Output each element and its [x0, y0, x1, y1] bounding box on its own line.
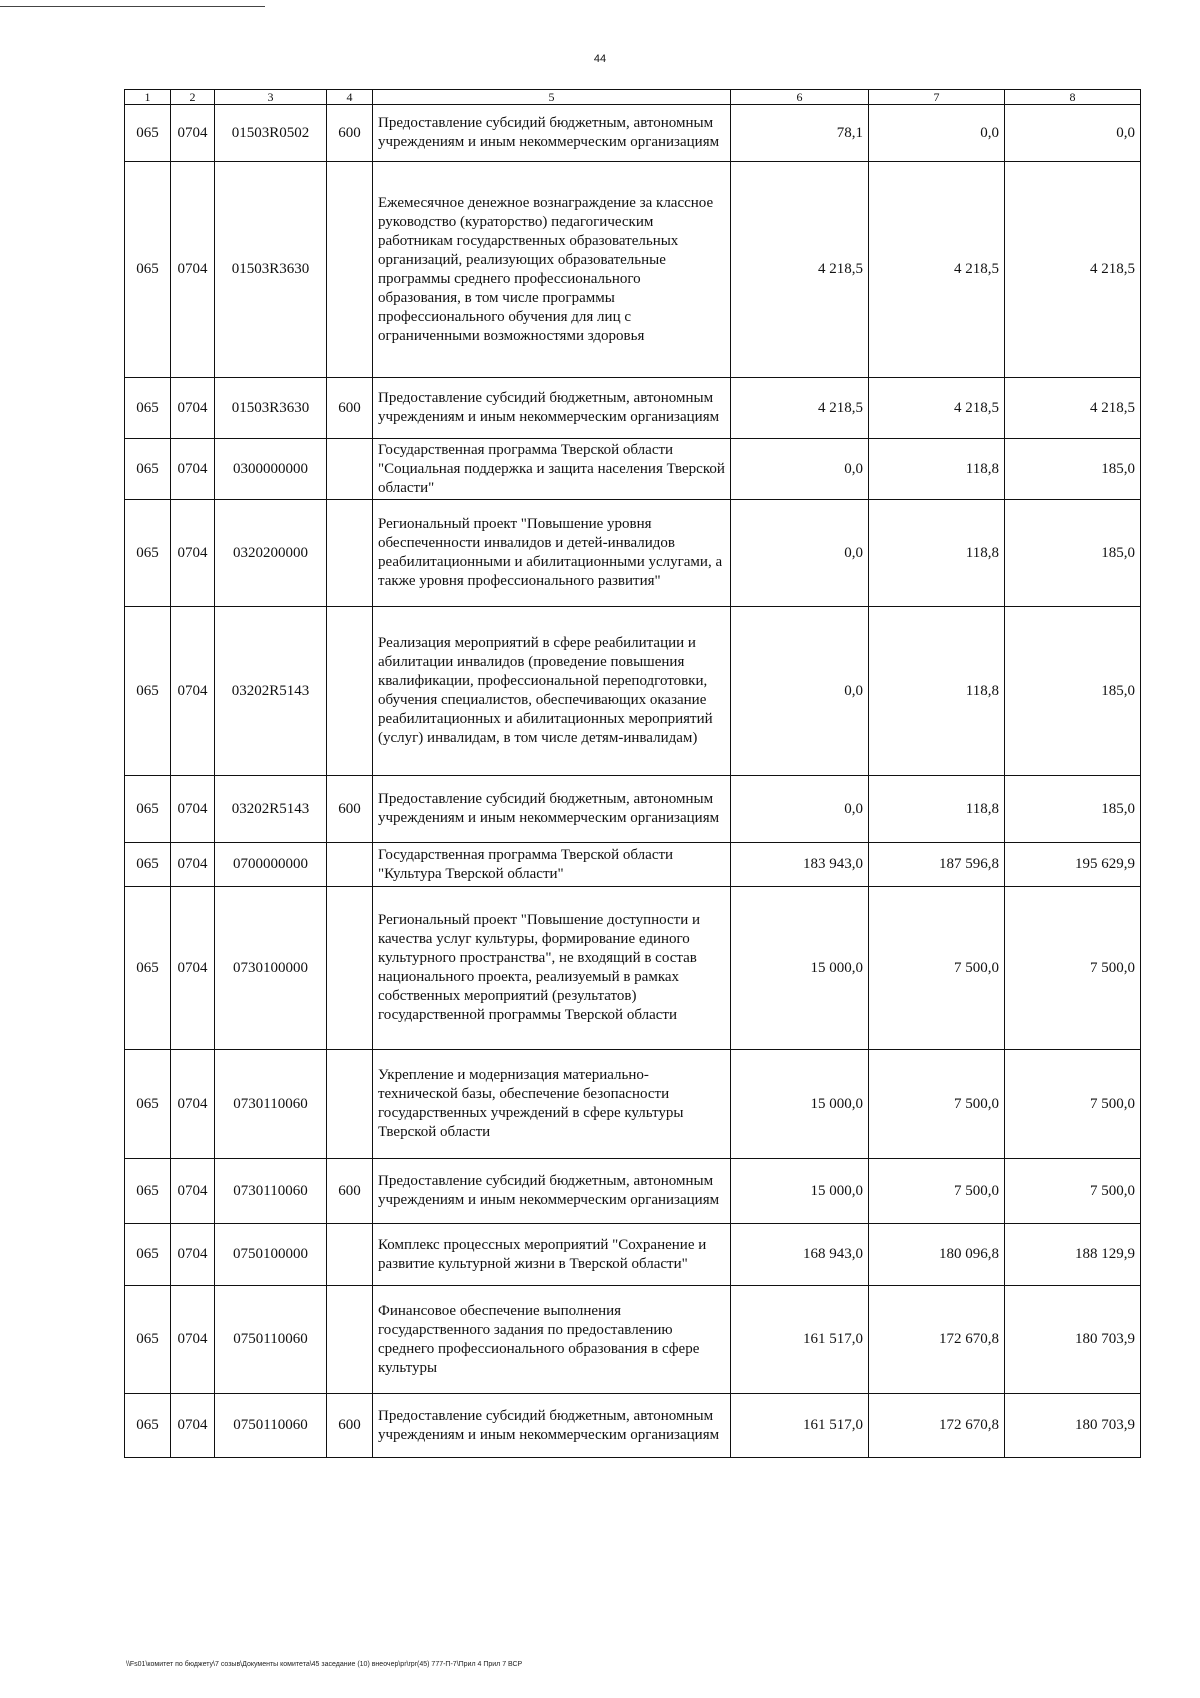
page-number: 44: [593, 53, 607, 65]
item-description: Предоставление субсидий бюджетным, автономным учреждениям и иным некоммерческим организациям: [373, 378, 731, 439]
item-description: Предоставление субсидий бюджетным, автономным учреждениям и иным некоммерческим организациям: [373, 776, 731, 843]
item-description: Государственная программа Тверской области "Культура Тверской области": [373, 843, 731, 887]
expense-type-code: 600: [327, 1394, 373, 1458]
section-code: 0704: [171, 1159, 215, 1224]
table-row: [125, 439, 1141, 500]
ministry-code: 065: [125, 1286, 171, 1394]
column-number-2: 2: [171, 90, 215, 105]
target-article-code: 0750110060: [215, 1394, 327, 1458]
target-article-code: 0750100000: [215, 1224, 327, 1286]
ministry-code: 065: [125, 776, 171, 843]
ministry-code: 065: [125, 1394, 171, 1458]
table-row: [125, 500, 1141, 607]
amount-col-6: 4 218,5: [731, 378, 869, 439]
table-row: [125, 1286, 1141, 1394]
table-row: [125, 776, 1141, 843]
amount-col-7: 4 218,5: [869, 378, 1005, 439]
table-row: [125, 607, 1141, 776]
amount-col-8: 180 703,9: [1005, 1286, 1141, 1394]
section-code: 0704: [171, 105, 215, 162]
amount-col-7: 172 670,8: [869, 1286, 1005, 1394]
amount-col-8: 0,0: [1005, 105, 1141, 162]
table-row: [125, 843, 1141, 887]
amount-col-8: 7 500,0: [1005, 887, 1141, 1050]
amount-col-6: 168 943,0: [731, 1224, 869, 1286]
amount-col-6: 0,0: [731, 500, 869, 607]
section-code: 0704: [171, 1224, 215, 1286]
ministry-code: 065: [125, 439, 171, 500]
amount-col-7: 180 096,8: [869, 1224, 1005, 1286]
expense-type-code: 600: [327, 105, 373, 162]
ministry-code: 065: [125, 500, 171, 607]
item-description: Ежемесячное денежное вознаграждение за классное руководство (кураторство) педагогическим работникам государственных образовательных организаций, реализующих образовательные программы среднего профессионального образования, в том числе программы профессионального обучения для лиц с ограниченными возможностями здоровья: [373, 162, 731, 378]
amount-col-6: 15 000,0: [731, 887, 869, 1050]
ministry-code: 065: [125, 1224, 171, 1286]
amount-col-7: 118,8: [869, 439, 1005, 500]
column-number-6: 6: [731, 90, 869, 105]
amount-col-8: 185,0: [1005, 500, 1141, 607]
amount-col-7: 7 500,0: [869, 1159, 1005, 1224]
amount-col-6: 183 943,0: [731, 843, 869, 887]
amount-col-8: 185,0: [1005, 776, 1141, 843]
item-description: Реализация мероприятий в сфере реабилитации и абилитации инвалидов (проведение повышения квалификации, профессиональной переподготовки, обучения специалистов, обеспечивающих оказание реабилитационных и абилитационных мероприятий (услуг) инвалидам, в том числе детям-инвалидам): [373, 607, 731, 776]
target-article-code: 03202R5143: [215, 776, 327, 843]
amount-col-7: 118,8: [869, 607, 1005, 776]
ministry-code: 065: [125, 887, 171, 1050]
expense-type-code: [327, 843, 373, 887]
file-path-footer: \\Fs01\комитет по бюджету\7 созыв\Документы комитета\45 заседание (10) внеочер\pr\rpr(45) 777-П-7\Прил 4 Прил 7 ВСР: [126, 1661, 523, 1668]
expense-type-code: [327, 439, 373, 500]
ministry-code: 065: [125, 105, 171, 162]
amount-col-8: 7 500,0: [1005, 1159, 1141, 1224]
section-code: 0704: [171, 843, 215, 887]
target-article-code: 01503R3630: [215, 378, 327, 439]
item-description: Комплекс процессных мероприятий "Сохранение и развитие культурной жизни в Тверской области": [373, 1224, 731, 1286]
section-code: 0704: [171, 1050, 215, 1159]
amount-col-6: 15 000,0: [731, 1050, 869, 1159]
expense-type-code: [327, 1286, 373, 1394]
amount-col-7: 7 500,0: [869, 887, 1005, 1050]
amount-col-6: 15 000,0: [731, 1159, 869, 1224]
expense-type-code: 600: [327, 378, 373, 439]
amount-col-7: 0,0: [869, 105, 1005, 162]
expense-type-code: 600: [327, 776, 373, 843]
amount-col-8: 185,0: [1005, 439, 1141, 500]
expense-type-code: [327, 500, 373, 607]
amount-col-8: 195 629,9: [1005, 843, 1141, 887]
amount-col-6: 78,1: [731, 105, 869, 162]
expense-type-code: [327, 162, 373, 378]
amount-col-8: 180 703,9: [1005, 1394, 1141, 1458]
column-number-5: 5: [373, 90, 731, 105]
section-code: 0704: [171, 500, 215, 607]
budget-table: [124, 89, 1141, 1458]
section-code: 0704: [171, 378, 215, 439]
target-article-code: 0300000000: [215, 439, 327, 500]
amount-col-8: 188 129,9: [1005, 1224, 1141, 1286]
expense-type-code: 600: [327, 1159, 373, 1224]
amount-col-8: 4 218,5: [1005, 378, 1141, 439]
item-description: Предоставление субсидий бюджетным, автономным учреждениям и иным некоммерческим организациям: [373, 1159, 731, 1224]
table-row: [125, 1159, 1141, 1224]
amount-col-7: 7 500,0: [869, 1050, 1005, 1159]
amount-col-6: 4 218,5: [731, 162, 869, 378]
section-code: 0704: [171, 776, 215, 843]
target-article-code: 03202R5143: [215, 607, 327, 776]
target-article-code: 0750110060: [215, 1286, 327, 1394]
amount-col-8: 7 500,0: [1005, 1050, 1141, 1159]
ministry-code: 065: [125, 843, 171, 887]
amount-col-6: 0,0: [731, 776, 869, 843]
table-row: [125, 378, 1141, 439]
expense-type-code: [327, 607, 373, 776]
amount-col-8: 4 218,5: [1005, 162, 1141, 378]
item-description: Предоставление субсидий бюджетным, автономным учреждениям и иным некоммерческим организациям: [373, 1394, 731, 1458]
expense-type-code: [327, 887, 373, 1050]
scan-edge-line: [0, 6, 265, 7]
column-number-1: 1: [125, 90, 171, 105]
column-number-4: 4: [327, 90, 373, 105]
column-number-7: 7: [869, 90, 1005, 105]
item-description: Региональный проект "Повышение уровня обеспеченности инвалидов и детей-инвалидов реабилитационными и абилитационными услугами, а также уровня профессионального развития": [373, 500, 731, 607]
target-article-code: 01503R0502: [215, 105, 327, 162]
amount-col-7: 118,8: [869, 500, 1005, 607]
expense-type-code: [327, 1050, 373, 1159]
ministry-code: 065: [125, 1050, 171, 1159]
column-number-row: [125, 90, 1141, 105]
amount-col-7: 4 218,5: [869, 162, 1005, 378]
section-code: 0704: [171, 439, 215, 500]
amount-col-6: 0,0: [731, 439, 869, 500]
table-row: [125, 1394, 1141, 1458]
column-number-8: 8: [1005, 90, 1141, 105]
amount-col-7: 187 596,8: [869, 843, 1005, 887]
amount-col-8: 185,0: [1005, 607, 1141, 776]
section-code: 0704: [171, 1286, 215, 1394]
item-description: Предоставление субсидий бюджетным, автономным учреждениям и иным некоммерческим организациям: [373, 105, 731, 162]
target-article-code: 0700000000: [215, 843, 327, 887]
column-number-3: 3: [215, 90, 327, 105]
ministry-code: 065: [125, 378, 171, 439]
ministry-code: 065: [125, 1159, 171, 1224]
amount-col-6: 161 517,0: [731, 1394, 869, 1458]
section-code: 0704: [171, 162, 215, 378]
amount-col-6: 161 517,0: [731, 1286, 869, 1394]
amount-col-7: 118,8: [869, 776, 1005, 843]
section-code: 0704: [171, 607, 215, 776]
table-row: [125, 1224, 1141, 1286]
target-article-code: 0730110060: [215, 1159, 327, 1224]
amount-col-7: 172 670,8: [869, 1394, 1005, 1458]
table-row: [125, 162, 1141, 378]
item-description: Укрепление и модернизация материально-технической базы, обеспечение безопасности государственных учреждений в сфере культуры Тверской области: [373, 1050, 731, 1159]
target-article-code: 01503R3630: [215, 162, 327, 378]
table-row: [125, 887, 1141, 1050]
item-description: Региональный проект "Повышение доступности и качества услуг культуры, формирование единого культурного пространства", не входящий в состав национального проекта, реализуемый в рамках собственных мероприятий (результатов) государственной программы Тверской области: [373, 887, 731, 1050]
target-article-code: 0320200000: [215, 500, 327, 607]
ministry-code: 065: [125, 162, 171, 378]
item-description: Финансовое обеспечение выполнения государственного задания по предоставлению среднего профессионального образования в сфере культуры: [373, 1286, 731, 1394]
table-row: [125, 1050, 1141, 1159]
target-article-code: 0730100000: [215, 887, 327, 1050]
ministry-code: 065: [125, 607, 171, 776]
table-row: [125, 105, 1141, 162]
expense-type-code: [327, 1224, 373, 1286]
amount-col-6: 0,0: [731, 607, 869, 776]
target-article-code: 0730110060: [215, 1050, 327, 1159]
item-description: Государственная программа Тверской области "Социальная поддержка и защита населения Тверской области": [373, 439, 731, 500]
section-code: 0704: [171, 1394, 215, 1458]
section-code: 0704: [171, 887, 215, 1050]
